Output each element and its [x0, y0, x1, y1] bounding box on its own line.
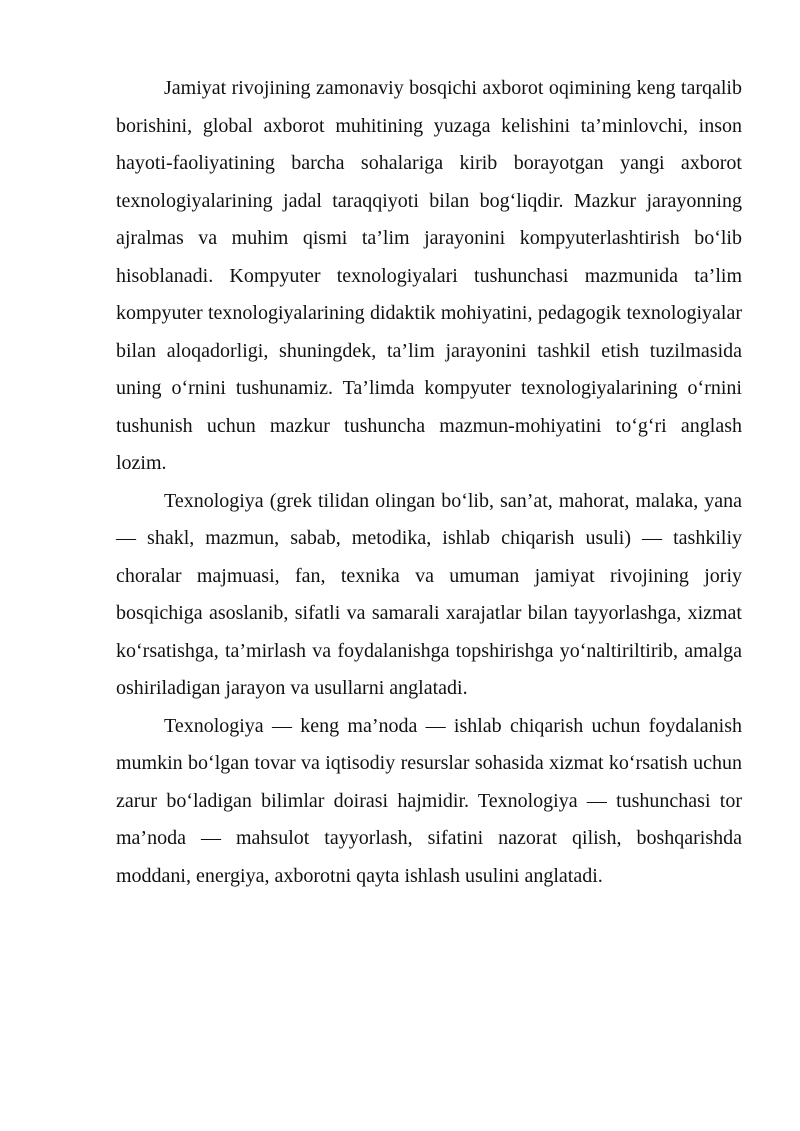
paragraph-1: Jamiyat rivojining zamonaviy bosqichi axborot oqimining keng tarqalib borishini, global axborot muhitining yuzaga kelishini ta’minlovchi, inson hayoti-faoliyatining barcha sohalariga kirib borayotgan yangi axborot texnologiyalarining jadal taraqqiyoti bilan bog‘liqdir. Mazkur jarayonning ajralmas va muhim qismi ta’lim jarayonini kompyuterlashtirish bo‘lib hisoblanadi. Kompyuter texnologiyalari tushunchasi mazmunida ta’lim kompyuter texnologiyalarining didaktik mohiyatini, pedagogik texnologiyalar bilan aloqadorligi, shuningdek, ta’lim jarayonini tashkil etish tuzilmasida uning o‘rnini tushunamiz. Ta’limda kompyuter texnologiyalarining o‘rnini tushunish uchun mazkur tushuncha mazmun-mohiyatini to‘g‘ri anglash lozim. [116, 77, 742, 474]
paragraph-2: Texnologiya (grek tilidan olingan bo‘lib, san’at, mahorat, malaka, yana — shakl, mazmun, sabab, metodika, ishlab chiqarish usuli) — tashkiliy choralar majmuasi, fan, texnika va umuman jamiyat rivojining joriy bosqichiga asoslanib, sifatli va samarali xarajatlar bilan tayyorlashga, xizmat ko‘rsatishga, ta’mirlash va foydalanishga topshirishga yo‘naltiriltirib, amalga oshiriladigan jarayon va usullarni anglatadi. [116, 489, 742, 699]
paragraph-3: Texnologiya — keng ma’noda — ishlab chiqarish uchun foydalanish mumkin bo‘lgan tovar va iqtisodiy resurslar sohasida xizmat ko‘rsatish uchun zarur bo‘ladigan bilimlar doirasi hajmidir. Texnologiya — tushunchasi tor ma’noda — mahsulot tayyorlash, sifatini nazorat qilish, boshqarishda moddani, energiya, axborotni qayta ishlash usulini anglatadi. [116, 714, 742, 887]
document-page [116, 70, 742, 895]
